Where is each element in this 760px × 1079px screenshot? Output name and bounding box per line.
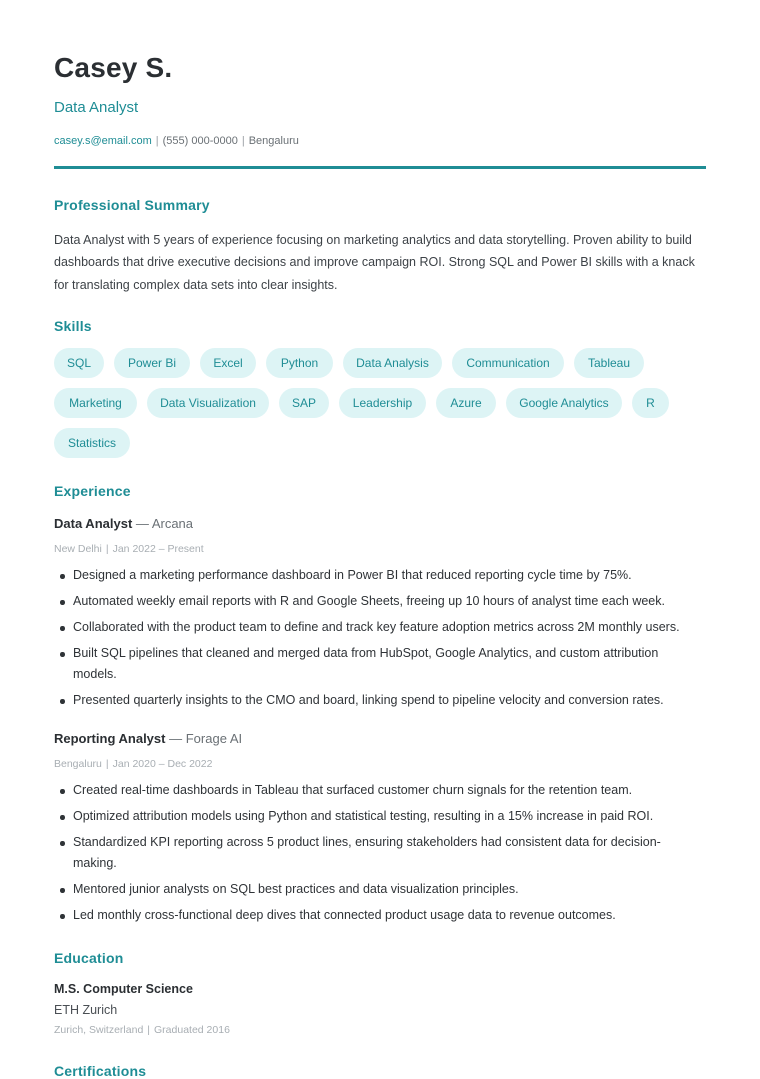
candidate-title: Data Analyst (54, 99, 139, 116)
contact-line (54, 135, 299, 147)
skills-heading: Skills (54, 318, 92, 334)
separator: | (241, 135, 245, 147)
list-item: Optimized attribution models using Python and statistical testing, resulting in a 15% increase in paid ROI. (54, 806, 714, 827)
list-item: Created real-time dashboards in Tableau that surfaced customer churn signals for the retention team. (54, 780, 714, 801)
skill-chip: Data Analysis (343, 348, 442, 378)
list-item: Automated weekly email reports with R and Google Sheets, freeing up 10 hours of analyst time each week. (54, 591, 714, 612)
education-heading: Education (54, 950, 124, 966)
skill-chip: Statistics (54, 428, 130, 458)
list-item: Presented quarterly insights to the CMO and board, linking spend to pipeline velocity and conversion rates. (54, 690, 714, 711)
education-meta (54, 1024, 230, 1036)
education-graduated: Graduated 2016 (154, 1024, 230, 1036)
list-item: Built SQL pipelines that cleaned and merged data from HubSpot, Google Analytics, and custom attribution models. (54, 643, 703, 685)
skill-chip: Power Bi (114, 348, 190, 378)
education-location: Zurich, Switzerland (54, 1024, 144, 1036)
job-bullets (54, 780, 714, 931)
job-meta (54, 758, 212, 770)
location: Bengaluru (248, 135, 299, 147)
skill-chip: Communication (452, 348, 564, 378)
job-dates: Jan 2022 – Present (112, 543, 204, 555)
separator: | (105, 543, 109, 555)
list-item: Standardized KPI reporting across 5 product lines, ensuring stakeholders had consistent data for decision-making. (54, 832, 693, 874)
skill-chip: Leadership (339, 388, 426, 418)
job-company: Forage AI (185, 731, 243, 746)
job-company: Arcana (151, 516, 194, 531)
candidate-name: Casey S. (54, 52, 173, 83)
job-bullets (54, 565, 714, 716)
job-heading (54, 516, 193, 531)
email-link[interactable]: casey.s@email.com (54, 135, 152, 147)
separator: | (147, 1024, 151, 1036)
list-item: Mentored junior analysts on SQL best practices and data visualization principles. (54, 879, 714, 900)
list-item: Led monthly cross-functional deep dives that connected product usage data to revenue outcomes. (54, 905, 714, 926)
skill-chip: Marketing (54, 388, 137, 418)
skill-chip: Google Analytics (506, 388, 622, 418)
skill-chip: Data Visualization (147, 388, 269, 418)
list-item: Designed a marketing performance dashboard in Power BI that reduced reporting cycle time by 75%. (54, 565, 714, 586)
summary-text: Data Analyst with 5 years of experience focusing on marketing analytics and data storytelling. Proven ability to build dashboards that drive executive decisions and improve campaign ROI. Strong SQL and Power BI skills with a knack for translating complex data sets into clear insights. (54, 233, 695, 292)
job-role: Reporting Analyst (54, 731, 166, 746)
separator: | (105, 758, 109, 770)
skill-chip: SAP (279, 388, 329, 418)
header-divider (54, 166, 706, 169)
skill-chip: Python (266, 348, 333, 378)
skill-chip: Tableau (574, 348, 644, 378)
skill-chip: Azure (436, 388, 496, 418)
list-item: Collaborated with the product team to define and track key feature adoption metrics across 2M monthly users. (54, 617, 714, 638)
certifications-heading: Certifications (54, 1063, 147, 1079)
job-dash: — (135, 516, 149, 531)
job-location: Bengaluru (54, 758, 102, 770)
job-heading (54, 731, 242, 746)
skill-chip: R (632, 388, 669, 418)
job-dash: — (169, 731, 183, 746)
experience-heading: Experience (54, 483, 131, 499)
education-degree: M.S. Computer Science (54, 982, 193, 996)
separator: | (155, 135, 159, 147)
phone-number: (555) 000-0000 (162, 135, 238, 147)
job-location: New Delhi (54, 543, 102, 555)
job-meta (54, 543, 204, 555)
job-role: Data Analyst (54, 516, 133, 531)
job-dates: Jan 2020 – Dec 2022 (112, 758, 213, 770)
skill-chip: SQL (54, 348, 104, 378)
summary-heading: Professional Summary (54, 197, 210, 213)
education-school: ETH Zurich (54, 1003, 118, 1017)
skill-chip: Excel (200, 348, 256, 378)
